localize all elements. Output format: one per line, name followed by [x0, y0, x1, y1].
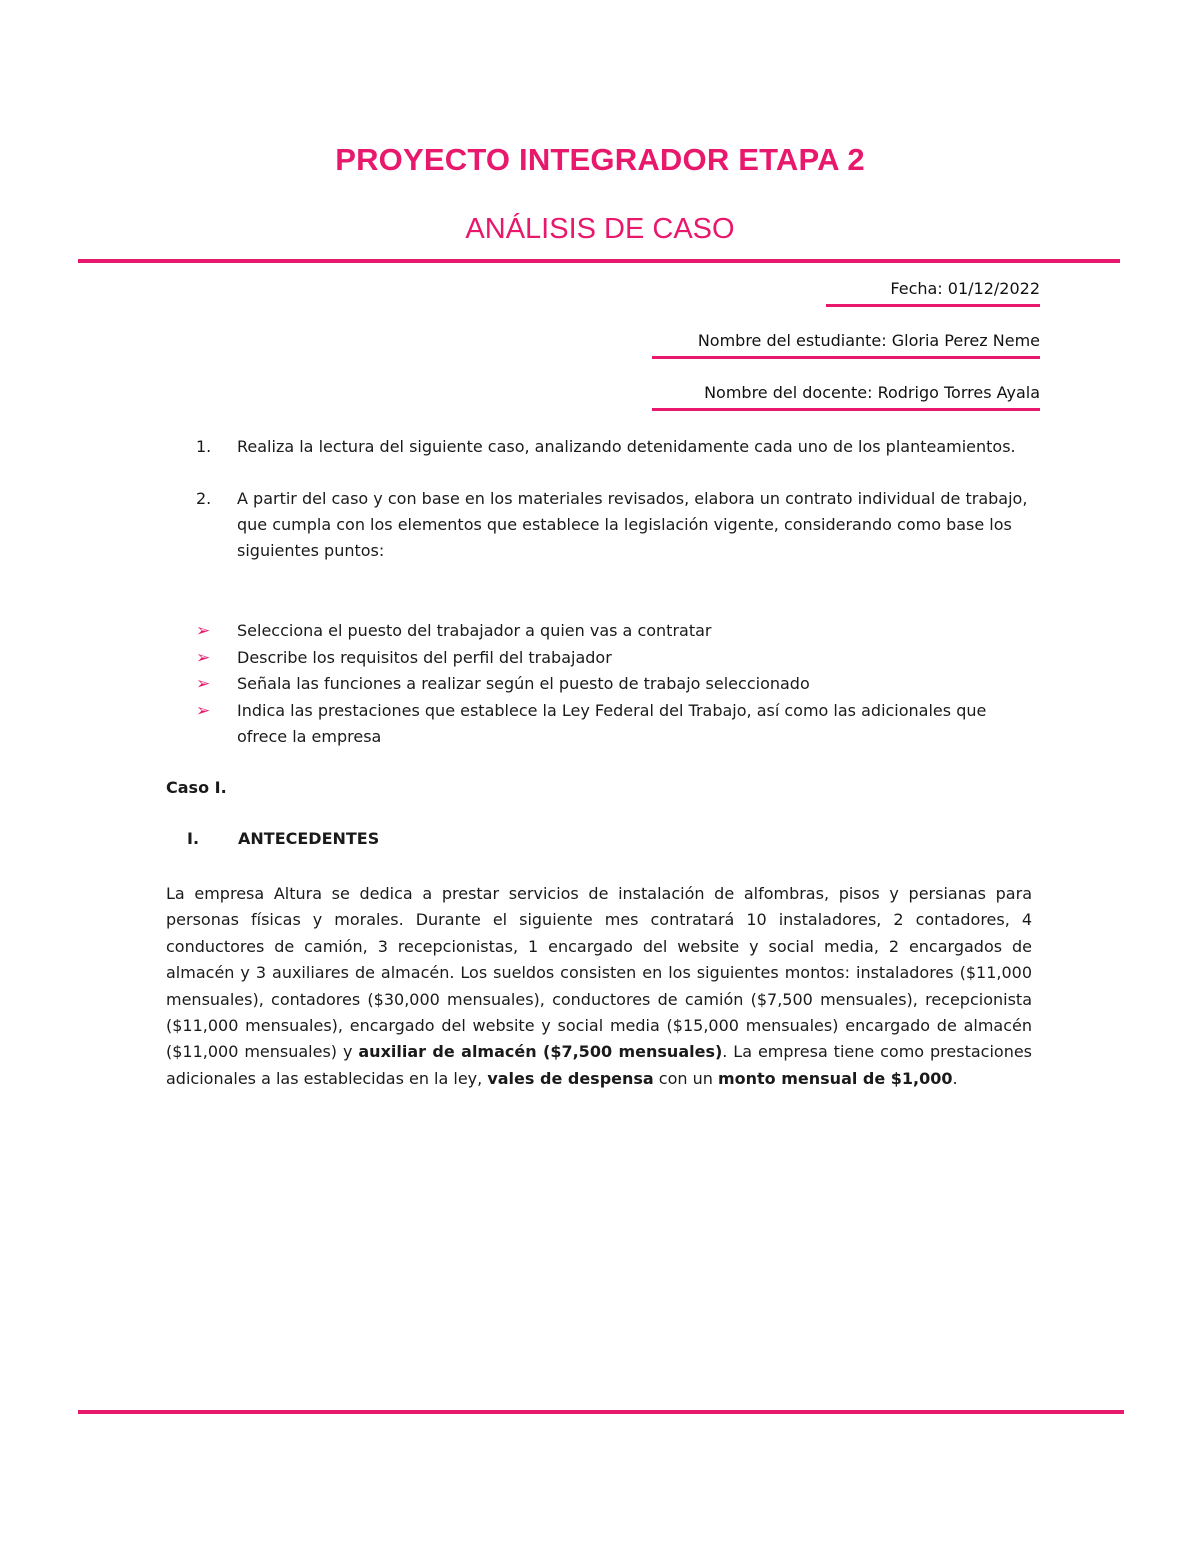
list-item [196, 645, 1036, 672]
list-item [196, 618, 1036, 645]
section-heading [187, 829, 379, 848]
document-subtitle: ANÁLISIS DE CASO [465, 213, 735, 245]
document-title: PROYECTO INTEGRADOR ETAPA 2 [335, 142, 865, 177]
header-divider [78, 259, 1120, 263]
list-item-text: Señala las funciones a realizar según el puesto de trabajo seleccionado [237, 674, 810, 693]
list-item-text: Selecciona el puesto del trabajador a quien vas a contratar [237, 621, 712, 640]
footer-divider [78, 1410, 1124, 1414]
student-label: Nombre del estudiante: Gloria Perez Neme [697, 331, 1040, 350]
arrow-bullet-icon: ➢ [196, 700, 211, 721]
paragraph-bold-text: vales de despensa [487, 1068, 654, 1088]
arrow-bullet-icon: ➢ [196, 674, 211, 694]
instructions-list [196, 434, 1036, 590]
case-paragraph [166, 881, 1032, 1092]
paragraph-text: con un [653, 1068, 718, 1088]
list-item [196, 698, 1036, 751]
instruction-text: A partir del caso y con base en los materiales revisados, elabora un contrato individual de trabajo, que cumpla con los elementos que establece la legislación vigente, considerando como base los siguientes puntos: [237, 489, 1028, 560]
paragraph-bold-text: auxiliar de almacén ($7,500 mensuales) [358, 1042, 723, 1062]
date-underline [826, 304, 1040, 307]
arrow-bullet-icon: ➢ [196, 647, 211, 668]
list-item-text: Indica las prestaciones que establece la Ley Federal del Trabajo, así como las adicionales que ofrece la empresa [237, 700, 987, 746]
date-field [826, 279, 1040, 307]
paragraph-text: . [952, 1068, 958, 1088]
section-title: ANTECEDENTES [238, 829, 380, 848]
student-underline [652, 356, 1040, 359]
paragraph-text: . La empresa tiene como prestaciones adicionales a las establecidas en la ley, [166, 1042, 1033, 1088]
instruction-item [196, 486, 1036, 564]
student-field [652, 331, 1040, 359]
instruction-text: Realiza la lectura del siguiente caso, analizando detenidamente cada uno de los planteamientos. [237, 437, 1016, 456]
section-number: I. [187, 829, 200, 848]
list-item [196, 671, 1036, 698]
requirements-list [196, 618, 1036, 751]
arrow-bullet-icon: ➢ [196, 621, 211, 641]
paragraph-bold-text: monto mensual de $1,000 [717, 1068, 953, 1088]
date-label: Fecha: 01/12/2022 [890, 279, 1040, 298]
paragraph-text: La empresa Altura se dedica a prestar servicios de instalación de alfombras, pisos y persianas para personas físicas y morales. Durante el siguiente mes contratará 10 instaladores, 2 contadores, 4 conductores de camión, 3 recepcionistas, 1 encargado del website y social media, 2 encargados de almacén y 3 auxiliares de almacén. Los sueldos consisten en los siguientes montos: instaladores ($11,000 mensuales), contadores ($30,000 mensuales), conductores de camión ($7,500 mensuales), recepcionista ($11,000 mensuales), encargado del website y social media ($15,000 mensuales) encargado de almacén ($11,000 mensuales) y [166, 884, 1032, 1062]
instruction-number: 2. [196, 489, 212, 508]
teacher-label: Nombre del docente: Rodrigo Torres Ayala [704, 383, 1040, 402]
instruction-number: 1. [196, 437, 212, 456]
list-item-text: Describe los requisitos del perfil del trabajador [237, 647, 612, 667]
teacher-underline [652, 408, 1040, 411]
case-label: Caso I. [166, 778, 227, 797]
teacher-field [652, 383, 1040, 411]
instruction-item [196, 434, 1036, 460]
